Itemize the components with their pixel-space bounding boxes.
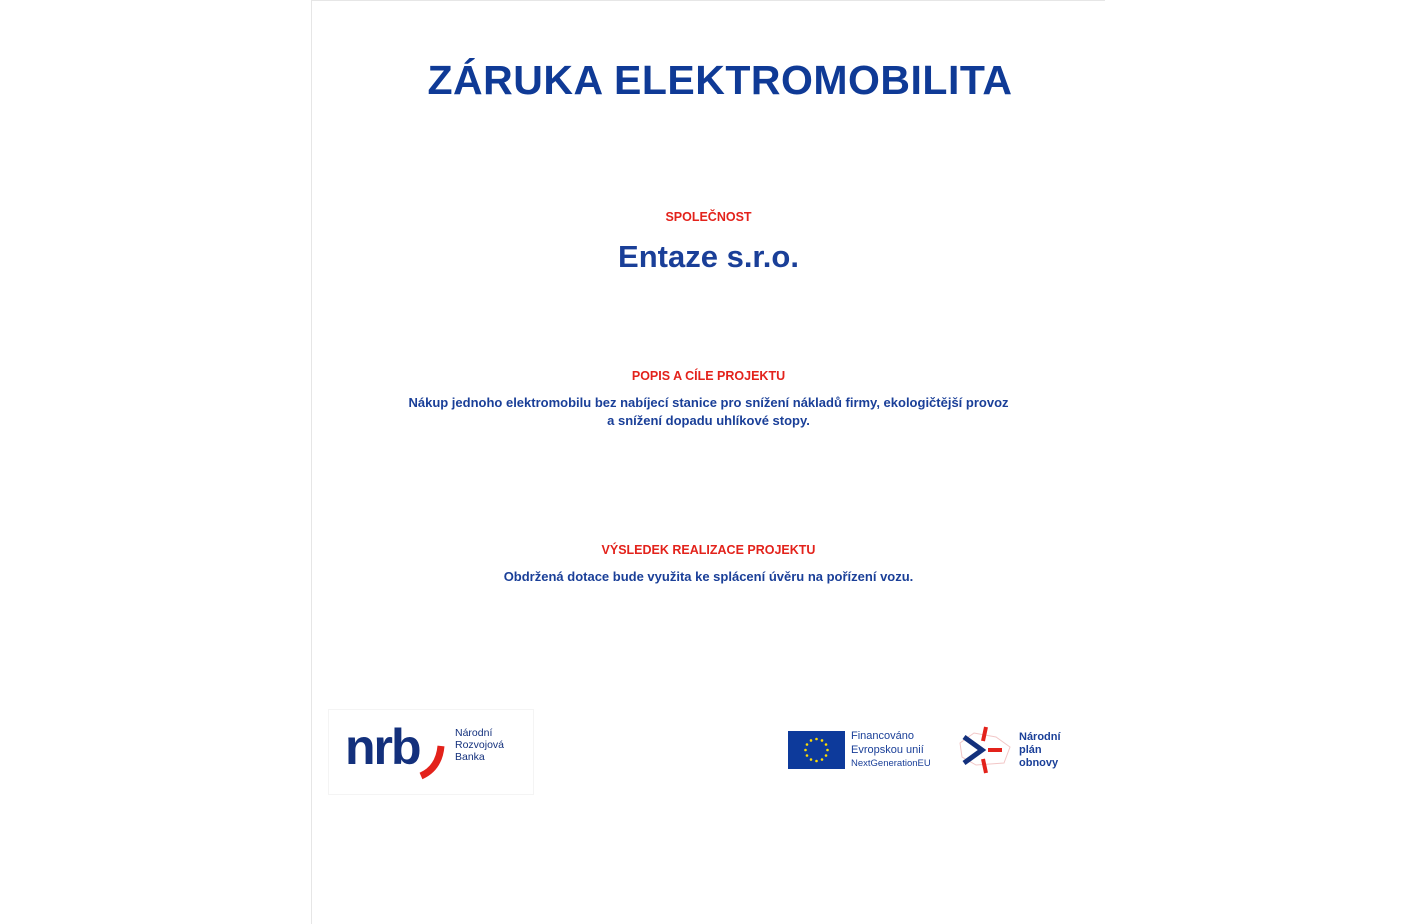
eu-star — [804, 749, 807, 752]
eu-flag-icon — [788, 731, 845, 769]
company-name: Entaze s.r.o. — [618, 239, 799, 274]
npo-text-3: obnovy — [1019, 757, 1059, 769]
nrb-logo-word: nrb — [345, 719, 420, 775]
eu-star — [825, 743, 828, 746]
page-title: ZÁRUKA ELEKTROMOBILITA — [427, 57, 1013, 103]
result-text: Obdržená dotace bude využita ke splácení úvěru na pořízení vozu. — [503, 569, 914, 584]
description-label: POPIS A CÍLE PROJEKTU — [631, 369, 786, 383]
eu-star — [821, 758, 824, 761]
description-line-2: a snížení dopadu uhlíkové stopy. — [607, 413, 810, 428]
eu-star — [825, 754, 828, 757]
eu-text-3: NextGenerationEU — [851, 758, 931, 769]
eu-star — [810, 739, 813, 742]
eu-text-1: Financováno — [851, 730, 914, 742]
eu-star — [821, 739, 824, 742]
eu-star — [826, 749, 829, 752]
result-label: VÝSLEDEK REALIZACE PROJEKTU — [601, 543, 816, 557]
eu-star — [815, 760, 818, 763]
npo-text-1: Národní — [1019, 731, 1061, 743]
nrb-text-2: Rozvojová — [455, 739, 505, 751]
company-label: SPOLEČNOST — [665, 210, 752, 224]
npo-text — [1019, 731, 1061, 770]
eu-funding-text — [851, 729, 931, 771]
nrb-logo — [328, 709, 534, 795]
description-line-1: Nákup jednoho elektromobilu bez nabíjecí stanice pro snížení nákladů firmy, ekologičtější provoz — [408, 395, 1009, 410]
nrb-text-1: Národní — [455, 727, 493, 739]
document-page — [311, 0, 1105, 924]
eu-text-2: Evropskou unií — [851, 744, 924, 756]
npo-logo-icon — [956, 725, 1014, 775]
eu-star — [806, 754, 809, 757]
npo-text-2: plán — [1019, 744, 1042, 756]
eu-star — [810, 758, 813, 761]
eu-star — [806, 743, 809, 746]
nrb-swoosh-icon — [417, 744, 447, 780]
eu-star — [815, 738, 818, 741]
nrb-text-3: Banka — [455, 751, 485, 763]
